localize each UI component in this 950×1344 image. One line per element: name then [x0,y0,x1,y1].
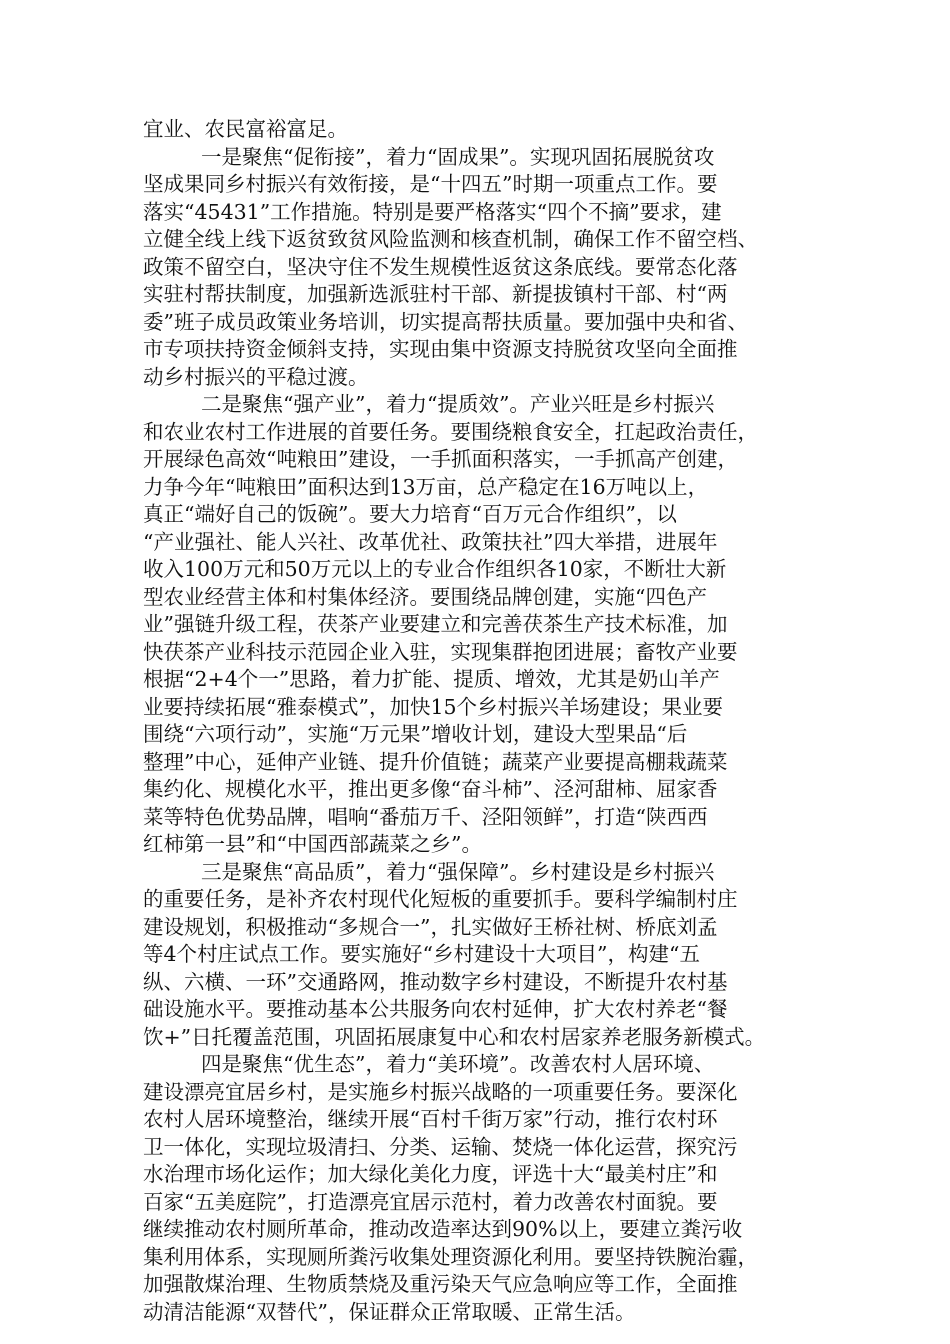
text-line: 集利用体系，实现厕所粪污收集处理资源化利用。要坚持铁腕治霾， [143,1244,758,1269]
text-line: 菜等特色优势品牌，唱响“番茄万千、泾阳领鲜”，打造“陕西西 [143,804,708,829]
text-line: 纵、六横、一环”交通路网，推动数字乡村建设，不断提升农村基 [143,969,728,994]
text-line: 落实“45431”工作措施。特别是要严格落实“四个不摘”要求，建 [143,199,722,224]
text-line: 农村人居环境整治，继续开展“百村千街万家”行动，推行农村环 [143,1107,718,1131]
text-line: 建设漂亮宜居乡村，是实施乡村振兴战略的一项重要任务。要深化 [143,1079,738,1104]
text-line: 动乡村振兴的平稳过渡。 [143,364,369,389]
text-line: 坚成果同乡村振兴有效衔接，是“十四五”时期一项重点工作。要 [143,172,718,196]
text-line: 业要持续拓展“雅泰模式”，加快15个乡村振兴羊场建设；果业要 [143,694,724,719]
text-line: 一是聚焦“促衔接”，着力“固成果”。实现巩固拓展脱贫攻 [201,144,715,169]
text-line: 真正“端好自己的饭碗”。要大力培育“百万元合作组织”，以 [143,502,677,526]
text-line: 三是聚焦“高品质”，着力“强保障”。乡村建设是乡村振兴 [201,859,715,884]
text-line: 快茯茶产业科技示范园企业入驻，实现集群抱团进展；畜牧产业要 [143,639,738,664]
text-line: 加强散煤治理、生物质禁烧及重污染天气应急响应等工作，全面推 [143,1272,738,1296]
text-line: 政策不留空白，坚决守住不发生规模性返贫这条底线。要常态化落 [143,254,738,279]
paragraph-point-three [143,859,817,1052]
text-line: 围绕“六项行动”，实施“万元果”增收计划，建设大型果品“后 [143,722,688,746]
text-line: 建设规划，积极推动“多规合一”，扎实做好王桥社树、桥底刘孟 [143,914,718,939]
paragraph-point-two [143,391,817,859]
text-line: “产业强社、能人兴社、改革优社、政策扶社”四大举措，进展年 [143,529,718,554]
text-line: 的重要任务，是补齐农村现代化短板的重要抓手。要科学编制村庄 [143,887,738,911]
text-line: 根据“2+4个一”思路，着力扩能、提质、增效，尤其是奶山羊产 [143,667,720,691]
paragraph-intro-tail [143,116,817,144]
text-line: 卫一体化，实现垃圾清扫、分类、运输、焚烧一体化运营，探究污 [143,1134,738,1159]
text-line: 委”班子成员政策业务培训，切实提高帮扶质量。要加强中央和省、 [143,309,748,334]
text-line: 实驻村帮扶制度，加强新选派驻村干部、新提拔镇村干部、村“两 [143,282,728,306]
text-line: 型农业经营主体和村集体经济。要围绕品牌创建，实施“四色产 [143,584,707,609]
text-line: 收入100万元和50万元以上的专业合作组织各10家，不断壮大新 [143,557,727,581]
paragraph-point-one [143,144,817,392]
text-line: 二是聚焦“强产业”，着力“提质效”。产业兴旺是乡村振兴 [201,392,715,416]
text-line: 继续推动农村厕所革命，推动改造率达到90%以上，要建立粪污收 [143,1217,743,1241]
text-line: 宜业、农民富裕富足。 [143,117,348,141]
text-line: 市专项扶持资金倾斜支持，实现由集中资源支持脱贫攻坚向全面推 [143,337,738,361]
text-line: 开展绿色高效“吨粮田”建设，一手抓面积落实，一手抓高产创建， [143,447,738,471]
text-line: 集约化、规模化水平，推出更多像“奋斗柿”、泾河甜柿、屈家香 [143,777,718,801]
text-line: 红柿第一县”和“中国西部蔬菜之乡”。 [143,832,482,856]
text-line: 业”强链升级工程，茯茶产业要建立和完善茯茶生产技术标准，加 [143,612,728,636]
text-line: 水治理市场化运作；加大绿化美化力度，评选十大“最美村庄”和 [143,1162,718,1186]
text-line: 立健全线上线下返贫致贫风险监测和核查机制，确保工作不留空档、 [143,227,758,251]
text-line: 础设施水平。要推动基本公共服务向农村延伸，扩大农村养老“餐 [143,997,728,1021]
paragraph-point-four [143,1051,817,1326]
text-line: 四是聚焦“优生态”，着力“美环境”。改善农村人居环境、 [201,1052,715,1076]
text-line: 等4个村庄试点工作。要实施好“乡村建设十大项目”，构建“五 [143,942,700,966]
text-line: 饮+”日托覆盖范围，巩固拓展康复中心和农村居家养老服务新模式。 [143,1024,766,1049]
text-line: 动清洁能源“双替代”，保证群众正常取暖、正常生活。 [143,1299,636,1324]
text-line: 和农业农村工作进展的首要任务。要围绕粮食安全，扛起政治责任， [143,419,758,444]
text-line: 百家“五美庭院”，打造漂亮宜居示范村，着力改善农村面貌。要 [143,1189,718,1214]
text-line: 整理”中心，延伸产业链、提升价值链；蔬菜产业要提高棚栽蔬菜 [143,749,728,774]
document-page [143,116,817,1326]
text-line: 力争今年“吨粮田”面积达到13万亩，总产稳定在16万吨以上， [143,474,709,499]
